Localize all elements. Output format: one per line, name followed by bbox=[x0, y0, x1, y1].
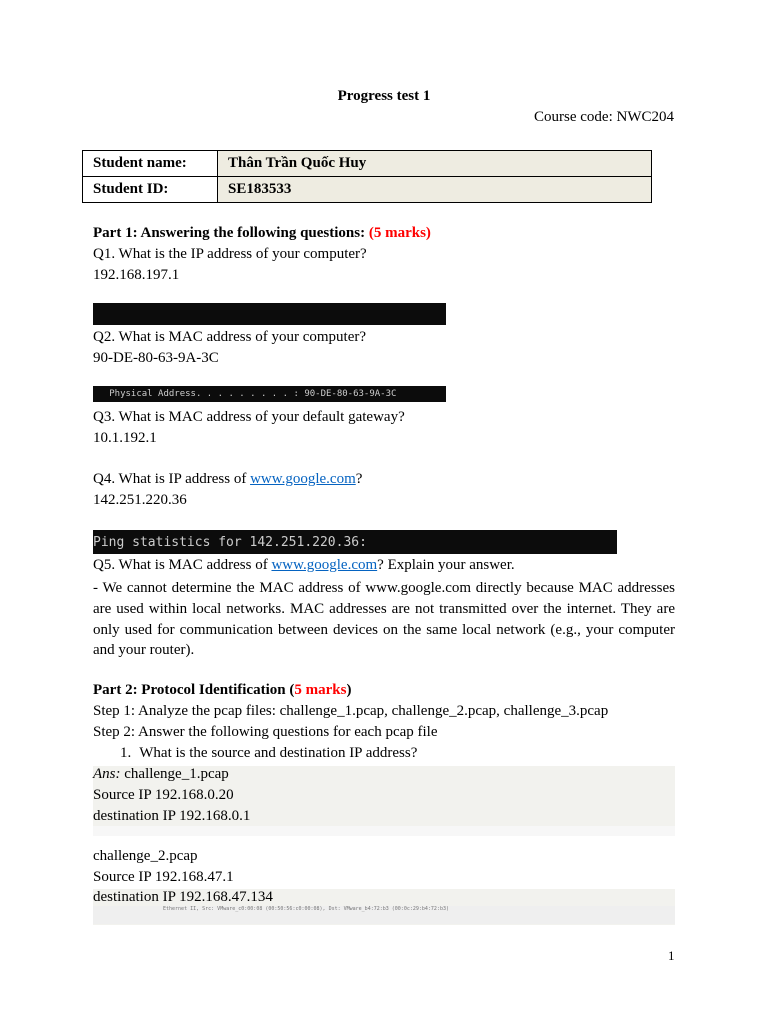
terminal-ipconfig-ipv4 bbox=[93, 303, 446, 325]
question-list-item-1: 1. What is the source and destination IP address? bbox=[120, 745, 418, 761]
student-id-row bbox=[83, 177, 652, 203]
terminal-ping-statistics: Ping statistics for 142.251.220.36: bbox=[93, 530, 617, 554]
wireshark-ip-row-2 bbox=[93, 912, 675, 924]
page-title: Progress test 1 bbox=[337, 88, 431, 104]
student-info-table bbox=[82, 150, 652, 203]
challenge-1-file: Ans: challenge_1.pcap bbox=[93, 766, 229, 782]
question-1: Q1. What is the IP address of your computer? bbox=[93, 246, 367, 262]
step-1: Step 1: Analyze the pcap files: challenge_1.pcap, challenge_2.pcap, challenge_3.pcap bbox=[93, 703, 609, 719]
challenge-2-source: Source IP 192.168.47.1 bbox=[93, 869, 234, 885]
answer-2: 90-DE-80-63-9A-3C bbox=[93, 350, 219, 366]
student-id-value: SE183533 bbox=[218, 177, 652, 203]
question-5: Q5. What is MAC address of www.google.com? Explain your answer. bbox=[93, 557, 515, 573]
part1-heading: Part 1: Answering the following questions: (5 marks) bbox=[93, 225, 431, 241]
part2-heading: Part 2: Protocol Identification (5 marks) bbox=[93, 682, 352, 698]
terminal-physical-address: Physical Address. . . . . . . . . : 90-DE-80-63-9A-3C bbox=[93, 386, 446, 402]
answer-4: 142.251.220.36 bbox=[93, 492, 187, 508]
ans-label: Ans: bbox=[93, 766, 121, 782]
question-4: Q4. What is IP address of www.google.com? bbox=[93, 471, 363, 487]
student-name-value: Thân Trần Quốc Huy bbox=[218, 151, 652, 177]
student-name-row bbox=[83, 151, 652, 177]
google-link-q4[interactable]: www.google.com bbox=[250, 471, 356, 487]
answer-5: - We cannot determine the MAC address of www.google.com directly because MAC addresses are used within local networks. MAC addresses are not transmitted over the internet. They are only used for communication between devices on the same local network (e.g., your computer and your router). bbox=[93, 580, 675, 659]
wireshark-ip-row-1 bbox=[93, 826, 675, 836]
question-2: Q2. What is MAC address of your computer? bbox=[93, 329, 367, 345]
challenge-2-destination: destination IP 192.168.47.134 bbox=[93, 889, 273, 905]
challenge-1-source: Source IP 192.168.0.20 bbox=[93, 787, 234, 803]
part1-marks: (5 marks) bbox=[368, 225, 431, 241]
wireshark-ethernet-row: Ethernet II, Src: VMware_c0:00:08 (00:50:56:c0:00:08), Dst: VMware_b4:72:b3 (00:0c:29:b4:72:b3) bbox=[93, 906, 675, 912]
answer-3: 10.1.192.1 bbox=[93, 430, 157, 446]
answer-1: 192.168.197.1 bbox=[93, 267, 180, 283]
question-3: Q3. What is MAC address of your default gateway? bbox=[93, 409, 405, 425]
student-id-label: Student ID: bbox=[83, 177, 218, 203]
google-link-q5[interactable]: www.google.com bbox=[271, 557, 378, 573]
step-2: Step 2: Answer the following questions for each pcap file bbox=[93, 724, 438, 740]
challenge-2-file: challenge_2.pcap bbox=[93, 848, 198, 864]
course-code: Course code: NWC204 bbox=[534, 109, 674, 125]
page-number: 1 bbox=[668, 948, 675, 963]
challenge-1-destination: destination IP 192.168.0.1 bbox=[93, 808, 251, 824]
student-name-label: Student name: bbox=[83, 151, 218, 177]
part2-marks: 5 marks bbox=[294, 682, 347, 698]
